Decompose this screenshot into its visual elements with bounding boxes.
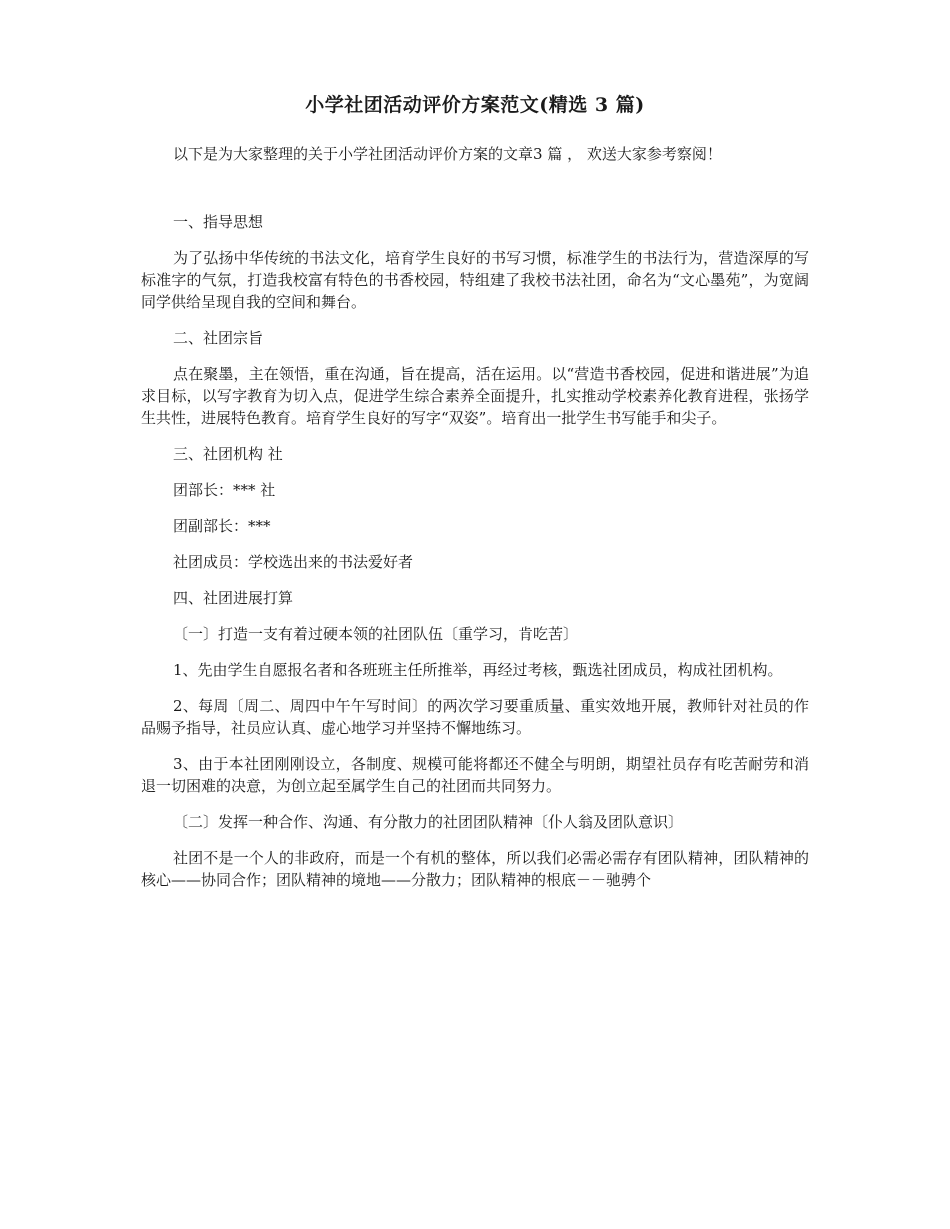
paragraph: 2、每周〔周二、周四中午午写时间〕的两次学习要重质量、重实效地开展，教师针对社员的作品赐予指导，社员应认真、虚心地学习并坚持不懈地练习。 xyxy=(141,697,809,737)
heading-guiding-thought: 一、指导思想 xyxy=(173,213,264,231)
paragraph: 为了弘扬中华传统的书法文化，培育学生良好的书写习惯，标准学生的书法行为，营造深厚的写标准字的气氛，打造我校富有特色的书香校园，特组建了我校书法社团，命名为“文心墨苑”，为宽阔同学供给呈现自我的空间和舞台。 xyxy=(141,249,809,311)
document-title: 小学社团活动评价方案范文(精选 3 篇) xyxy=(305,94,645,116)
heading-club-organization: 三、社团机构 社 xyxy=(173,445,283,463)
subheading-team-spirit: 〔二〕发挥一种合作、沟通、有分散力的社团团队精神〔仆人翁及团队意识〕 xyxy=(173,813,684,831)
subheading-team-building: 〔一〕打造一支有着过硬本领的社团队伍〔重学习，肯吃苦〕 xyxy=(173,625,579,643)
club-vice-director-line: 团副部长：*** xyxy=(173,517,271,535)
heading-development-plan: 四、社团进展打算 xyxy=(173,589,294,607)
paragraph: 1、先由学生自愿报名者和各班班主任所推举，再经过考核，甄选社团成员，构成社团机构。 xyxy=(173,661,783,679)
heading-club-purpose: 二、社团宗旨 xyxy=(173,329,264,347)
document-body xyxy=(141,211,809,905)
club-director-line: 团部长：*** 社 xyxy=(173,481,276,499)
club-members-line: 社团成员：学校选出来的书法爱好者 xyxy=(173,553,414,571)
intro-text: 以下是为大家整理的关于小学社团活动评价方案的文章3 篇 ， 欢送大家参考察阅！ xyxy=(173,145,722,163)
paragraph: 点在聚墨，主在领悟，重在沟通，旨在提高，活在运用。以“营造书香校园，促进和谐进展”为追求目标，以写字教育为切入点，促进学生综合素养全面提升，扎实推动学校素养化教育进程，张扬学生共性，进展特色教育。培育学生良好的写字“双姿”。培育出一批学生书写能手和尖子。 xyxy=(141,365,809,427)
paragraph: 社团不是一个人的非政府，而是一个有机的整体，所以我们必需必需存有团队精神，团队精神的核心——协同合作；团队精神的境地——分散力；团队精神的根底－－驰骋个 xyxy=(141,849,809,889)
paragraph: 3、由于本社团刚刚设立，各制度、规模可能将都还不健全与明朗，期望社员存有吃苦耐劳和消退一切困难的决意，为创立起至属学生自己的社团而共同努力。 xyxy=(141,755,809,795)
